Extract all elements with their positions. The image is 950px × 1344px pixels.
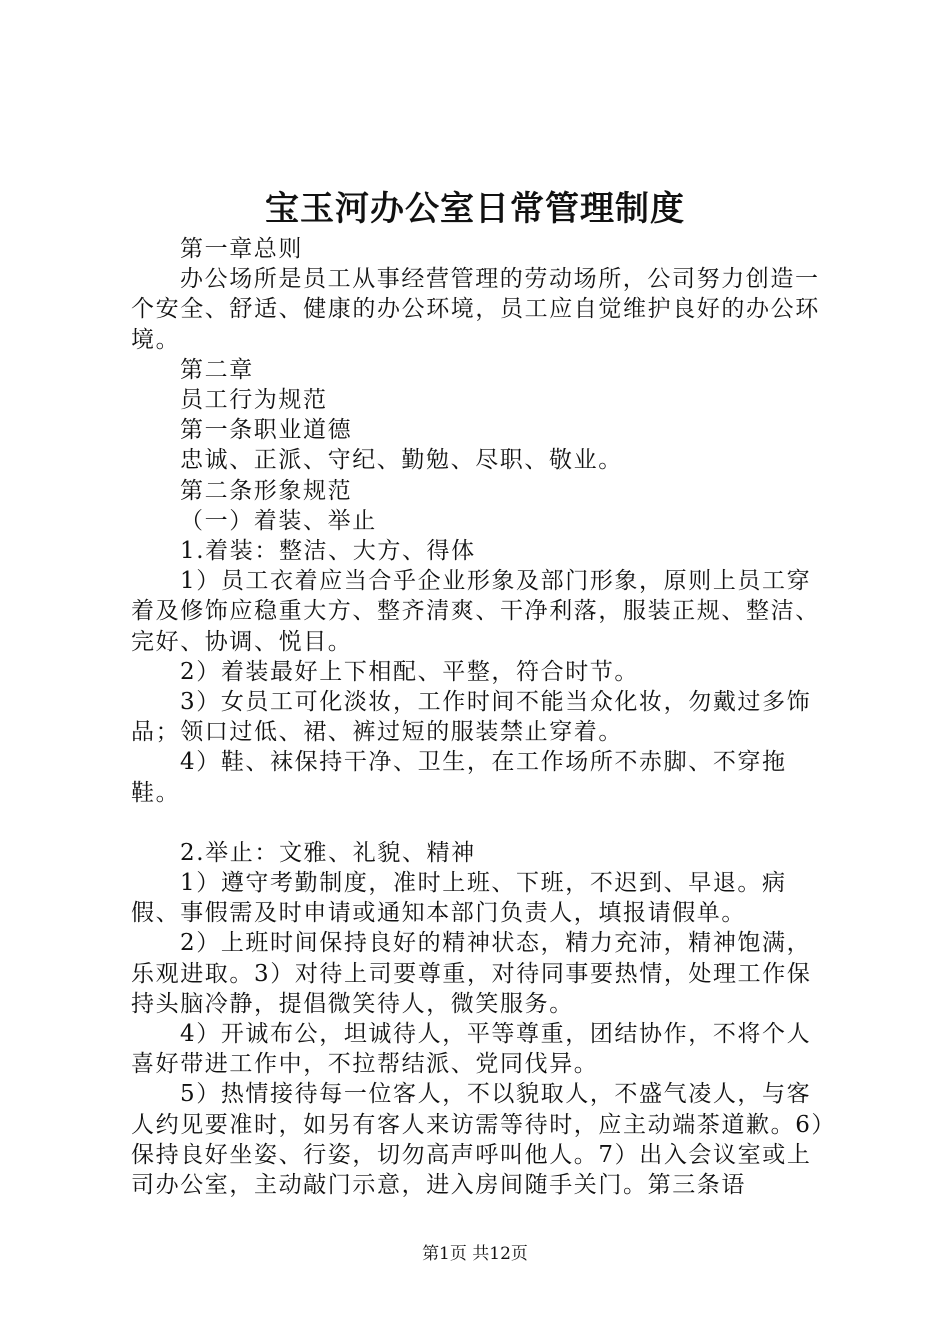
section-heading: 员工行为规范 [180, 387, 328, 414]
list-item: 4）开诚布公，坦诚待人，平等尊重，团结协作，不将个人喜好带进工作中，不拉帮结派、党同伐异。 [131, 1021, 812, 1078]
item-heading: 1.着装：整洁、大方、得体 [180, 538, 476, 565]
list-item: 4）鞋、袜保持干净、卫生，在工作场所不赤脚、不穿拖鞋。 [131, 749, 787, 806]
paragraph: 办公场所是员工从事经营管理的劳动场所，公司努力创造一个安全、舒适、健康的办公环境，员工应自觉维护良好的办公环境。 [131, 266, 820, 353]
document-body [131, 234, 831, 1200]
document-title: 宝玉河办公室日常管理制度 [265, 189, 685, 229]
list-item: 5）热情接待每一位客人，不以貌取人，不盛气凌人，与客人约见要准时，如另有客人来访需等待时，应主动端茶道歉。6）保持良好坐姿、行姿，切勿高声呼叫他人。7）出入会议室或上司办公室，主动敲门示意，进入房间随手关门。第三条语 [131, 1081, 825, 1199]
article-heading: 第一条职业道德 [180, 417, 353, 444]
list-item: 3）女员工可化淡妆，工作时间不能当众化妆，勿戴过多饰品；领口过低、裙、裤过短的服装禁止穿着。 [131, 689, 812, 746]
paragraph: 忠诚、正派、守纪、勤勉、尽职、敬业。 [180, 447, 623, 474]
article-heading: 第二条形象规范 [180, 477, 353, 504]
subsection-heading: （一）着装、举止 [180, 507, 377, 534]
list-item: 2）上班时间保持良好的精神状态，精力充沛，精神饱满，乐观进取。3）对待上司要尊重，对待同事要热情，处理工作保持头脑冷静，提倡微笑待人，微笑服务。 [131, 930, 812, 1017]
list-item: 1）员工衣着应当合乎企业形象及部门形象，原则上员工穿着及修饰应稳重大方、整齐清爽、干净利落，服装正规、整洁、完好、协调、悦目。 [131, 568, 820, 655]
page-number: 第1页 共12页 [422, 1244, 528, 1264]
list-item: 2）着装最好上下相配、平整，符合时节。 [180, 658, 640, 685]
list-item: 1）遵守考勤制度，准时上班、下班，不迟到、早退。病假、事假需及时申请或通知本部门负责人，填报请假单。 [131, 870, 787, 927]
chapter-heading: 第一章总则 [180, 236, 303, 262]
chapter-heading: 第二章 [180, 356, 254, 383]
blank-line [131, 808, 831, 838]
item-heading: 2.举止：文雅、礼貌、精神 [180, 839, 476, 866]
